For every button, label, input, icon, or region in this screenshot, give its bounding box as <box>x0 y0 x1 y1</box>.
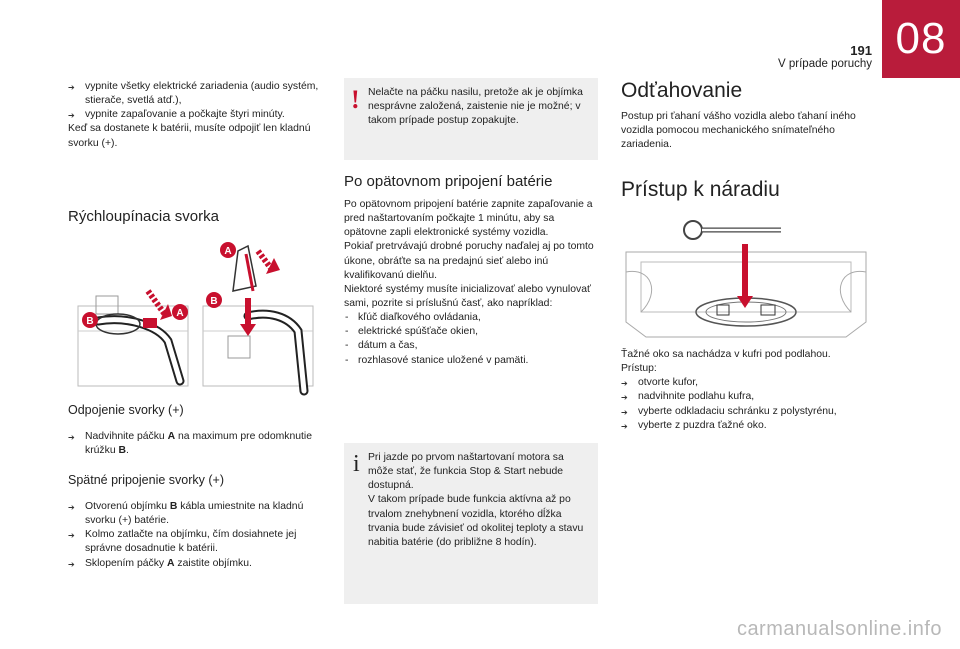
reconnect-bullet: ➔ Sklopením páčky A zaistite objímku. <box>68 557 326 571</box>
intro-bullet: ➔ vypnite všetky elektrické zariadenia (audio systém, stierače, svetlá atď.), <box>68 80 326 108</box>
intro-text: Keď sa dostanete k batérii, musíte odpojiť len kladnú svorku (+). <box>68 123 311 149</box>
tools-section <box>621 348 871 433</box>
tools-bullet: ➔ vyberte z puzdra ťažné oko. <box>621 419 871 433</box>
figure-label-b: B <box>210 296 218 307</box>
paragraph: Prístup: <box>621 363 657 375</box>
tools-bullet: ➔ vyberte odkladaciu schránku z polystyrénu, <box>621 405 871 419</box>
figure-label-b: B <box>86 316 94 327</box>
chapter-number-tab: 08 <box>882 0 960 78</box>
reconnect-heading: Spätné pripojenie svorky (+) <box>68 473 224 487</box>
figure-label-a: A <box>176 308 184 319</box>
towing-heading: Odťahovanie <box>621 79 743 102</box>
watermark: carmanualsonline.info <box>736 617 942 640</box>
dash-item: - kľúč diaľkového ovládania, <box>344 311 598 325</box>
dash-item: - dátum a čas, <box>344 339 598 353</box>
info-text: Pri jazde po prvom naštartovaní motora sa môže stať, že funkcia Stop & Start nebude dostupná. V takom prípade bude funkcia aktívna až po trvalom znehybnení vozidla, ktorého dĺžka trvania bude závisieť od okolitej teploty a stavu nabitia batérie (do približne 8 hodín). <box>368 452 584 548</box>
dash-item: - rozhlasové stanice uložené v pamäti. <box>344 354 598 368</box>
info-box <box>344 443 598 604</box>
reconnect-bullet: ➔ Otvorenú objímku B kábla umiestnite na kladnú svorku (+) batérie. <box>68 500 326 528</box>
quick-clamp-heading: Rýchloupínacia svorka <box>68 208 219 225</box>
warning-icon: ! <box>351 85 360 114</box>
paragraph: Niektoré systémy musíte inicializovať alebo vynulovať sami, pozrite si príslušnú časť, ako napríklad: <box>344 283 591 309</box>
paragraph: Po opätovnom pripojení batérie zapnite zapaľovanie a pred naštartovaním počkajte 1 minútu, aby sa opätovne zapli elektronické systémy vozidla. <box>344 199 593 239</box>
paragraph: Pokiaľ pretrvávajú drobné poruchy naďalej aj po tomto úkone, obráťte sa na predajnú sieť alebo inú kvalifikovanú dielňu. <box>344 241 594 281</box>
reconnect-bullet: ➔ Kolmo zatlačte na objímku, čím dosiahnete jej správne dosadnutie k batérii. <box>68 528 326 556</box>
after-reconnect-section <box>344 198 598 368</box>
disconnect-heading: Odpojenie svorky (+) <box>68 403 184 417</box>
tools-heading: Prístup k náradiu <box>621 178 780 201</box>
tools-bullet: ➔ otvorte kufor, <box>621 376 871 390</box>
reconnect-list <box>68 500 326 571</box>
page-number: 191 <box>850 43 872 58</box>
battery-clamp-illustration <box>68 236 318 396</box>
tools-bullet: ➔ nadvihnite podlahu kufra, <box>621 390 871 404</box>
warning-text: Nelačte na páčku nasilu, pretože ak je objímka nesprávne založená, zaistenie nie je možné; v takom prípade postup zopakujte. <box>368 87 583 127</box>
intro-section <box>68 80 326 151</box>
trunk-tow-eye-illustration <box>621 212 871 340</box>
chapter-title: V prípade poruchy <box>778 58 872 70</box>
info-icon: i <box>353 451 360 477</box>
figure-label-a: A <box>224 246 232 257</box>
after-reconnect-heading: Po opätovnom pripojení batérie <box>344 173 553 190</box>
dash-item: - elektrické spúšťače okien, <box>344 325 598 339</box>
disconnect-bullet: ➔ Nadvihnite páčku A na maximum pre odomknutie krúžku B. <box>68 430 326 458</box>
intro-bullet: ➔ vypnite zapaľovanie a počkajte štyri minúty. <box>68 108 326 122</box>
warning-box <box>344 78 598 160</box>
towing-text: Postup pri ťahaní vášho vozidla alebo ťahaní iného vozidla pomocou mechanického snímateľného zariadenia. <box>621 111 856 151</box>
paragraph: Ťažné oko sa nachádza v kufri pod podlahou. <box>621 349 831 360</box>
